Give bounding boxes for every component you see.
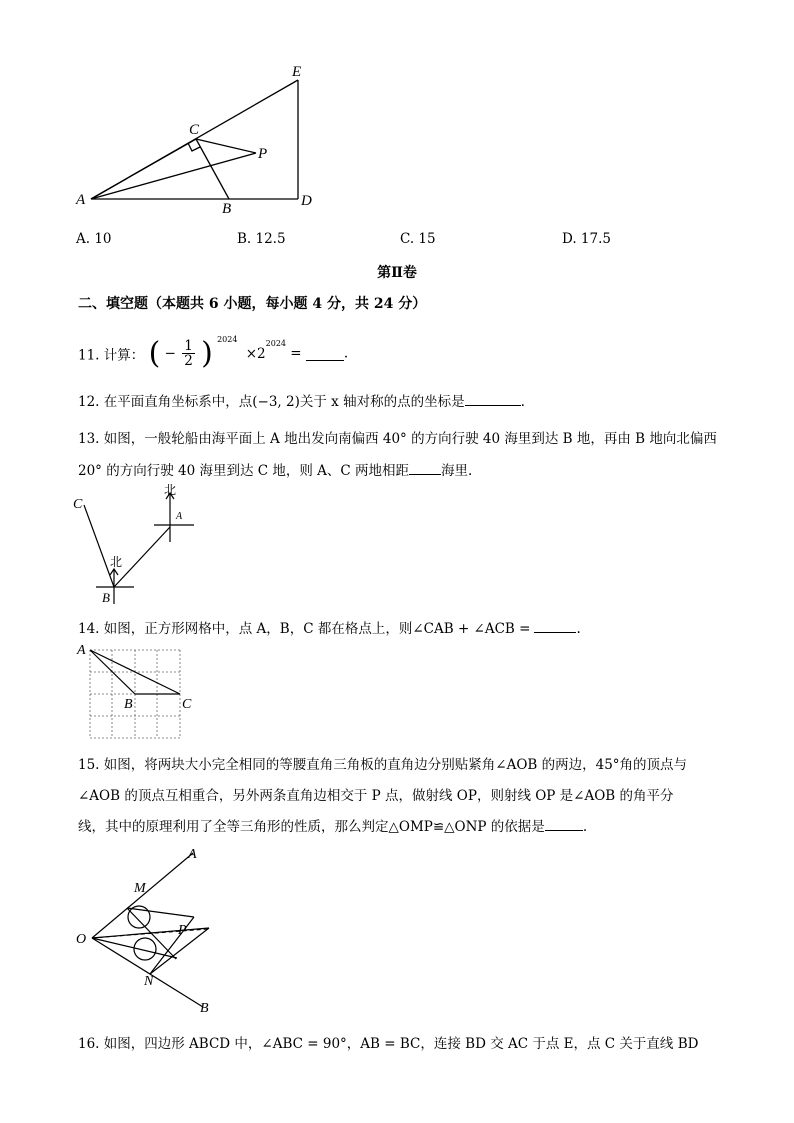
q10-option-c: C. 15 xyxy=(400,231,436,247)
q13-north-b: 北 xyxy=(110,555,123,569)
question-13-line1: 13. 如图，一般轮船由海平面上 A 地出发向南偏西 40° 的方向行驶 40 海里到达 B 地，再由 B 地向北偏西 xyxy=(78,431,717,447)
q14-answer-blank[interactable] xyxy=(534,618,576,633)
q15-label-p: P xyxy=(178,923,187,938)
q14-figure xyxy=(70,640,210,740)
q11-exponent: 2024 xyxy=(217,334,238,344)
question-11 xyxy=(78,334,349,371)
q10-figure xyxy=(70,60,330,215)
q11-exponent2: 2024 xyxy=(265,338,287,348)
q12-rest: 关于 x 轴对称的点的坐标是 xyxy=(299,394,465,410)
q15-label-a: A xyxy=(188,847,197,862)
q10-label-c: C xyxy=(189,122,200,138)
q14-label-a: A xyxy=(77,643,86,658)
q15-label-n: N xyxy=(144,974,154,989)
q11-times: ×2 xyxy=(245,345,266,362)
q11-minus: − xyxy=(164,345,176,362)
q10-label-b: B xyxy=(222,201,232,215)
q12-point: (−3, 2) xyxy=(252,394,300,410)
q11-numerator: 1 xyxy=(184,338,193,354)
question-16-line1: 16. 如图，四边形 ABCD 中，∠ABC = 90°，AB = BC，连接 BD 交 AC 于点 E，点 C 关于直线 BD xyxy=(78,1036,699,1052)
q11-label: 11. 计算： xyxy=(78,347,145,364)
q11-left-paren: ( xyxy=(148,336,161,371)
q14-label-c: C xyxy=(182,697,192,712)
q10-option-d: D. 17.5 xyxy=(562,231,611,247)
question-15-line2: ∠AOB 的顶点互相重合，另外两条直角边相交于 P 点，做射线 OP，则射线 OP 是∠AOB 的角平分 xyxy=(78,788,674,804)
q12-answer-blank[interactable] xyxy=(465,391,521,406)
q10-option-a: A. 10 xyxy=(76,231,112,247)
q14-text: 14. 如图，正方形网格中，点 A，B，C 都在格点上，则∠CAB + ∠ACB = xyxy=(78,621,531,637)
q10-label-a: A xyxy=(76,192,86,208)
question-13-line2 xyxy=(78,459,472,479)
q13-north-a: 北 xyxy=(164,484,177,497)
q10-label-d: D xyxy=(301,193,312,209)
q13-label-b: B xyxy=(102,590,110,605)
q14-end: . xyxy=(576,621,581,637)
q11-equals: = xyxy=(286,345,306,362)
q10-label-e: E xyxy=(292,64,302,80)
q11-right-paren: ) xyxy=(201,336,213,371)
question-15-line3 xyxy=(78,815,587,835)
q15-label-b: B xyxy=(200,1001,209,1016)
q13-label-c: C xyxy=(73,497,83,512)
q12-end: . xyxy=(520,394,525,410)
q15-label-o: O xyxy=(76,932,87,947)
q15-line3: 线，其中的原理利用了全等三角形的性质，那么判定△OMP≌△ONP 的依据是 xyxy=(78,819,545,835)
q15-end: . xyxy=(582,819,588,835)
question-12 xyxy=(78,390,525,410)
q15-figure xyxy=(70,842,220,1017)
q15-answer-blank[interactable] xyxy=(545,816,583,831)
q11-denominator: 2 xyxy=(184,353,193,369)
question-15-line1: 15. 如图，将两块大小完全相同的等腰直角三角板的直角边分别贴紧角∠AOB 的两边，45°角的顶点与 xyxy=(78,757,688,773)
q12-text: 12. 在平面直角坐标系中，点 xyxy=(78,394,253,410)
q14-label-b: B xyxy=(124,697,133,712)
q15-label-m: M xyxy=(134,881,146,896)
q13-answer-blank[interactable] xyxy=(409,460,441,475)
q13-label-a: A xyxy=(176,511,183,522)
q11-fraction xyxy=(182,339,195,368)
question-14 xyxy=(78,617,581,637)
q10-label-p: P xyxy=(258,146,268,162)
q13-figure xyxy=(70,484,200,606)
q11-answer-blank[interactable] xyxy=(306,346,344,361)
q13-line2a: 20° 的方向行驶 40 海里到达 C 地，则 A、C 两地相距 xyxy=(78,463,410,479)
part-heading: 二、填空题（本题共 6 小题，每小题 4 分，共 24 分） xyxy=(78,296,427,312)
q11-end: . xyxy=(343,345,349,362)
section-title: 第Ⅱ卷 xyxy=(377,265,417,281)
q10-option-b: B. 12.5 xyxy=(237,231,286,247)
q13-line2b: 海里. xyxy=(441,463,473,479)
